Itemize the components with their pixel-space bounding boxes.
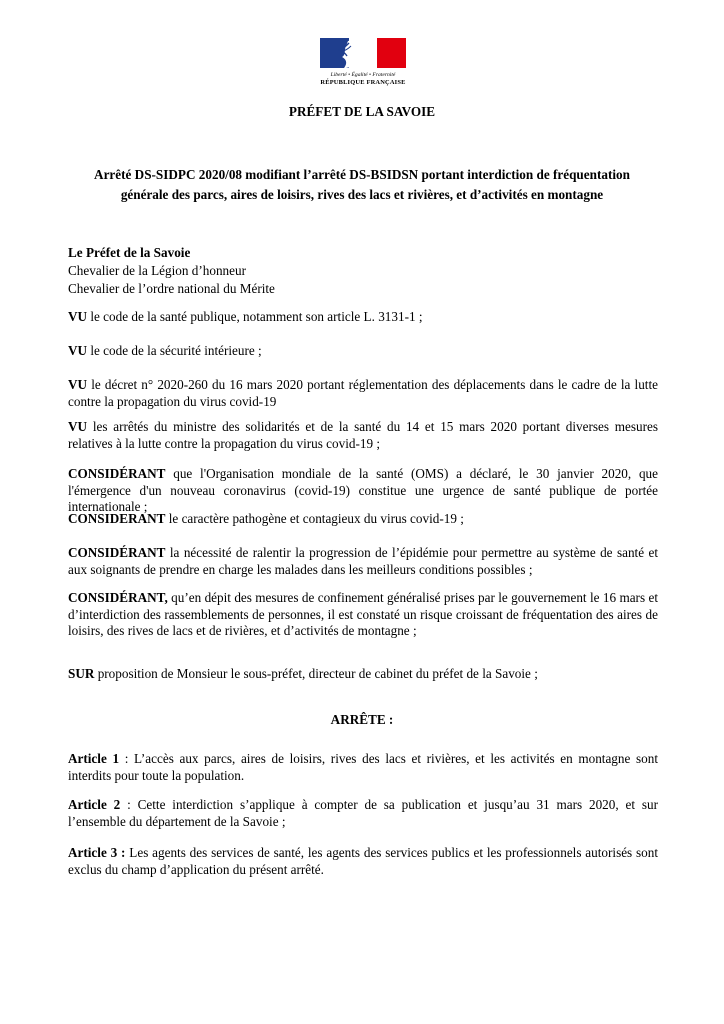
clause-text: le caractère pathogène et contagieux du virus covid-19 ; (165, 511, 464, 526)
article-lead: Article 1 (68, 751, 120, 766)
clause-lead: SUR (68, 666, 95, 681)
article-text: : Cette interdiction s’applique à compter de sa publication et jusqu’au 31 mars 2020, et sur l’ensemble du département de la Savoie ; (68, 797, 658, 829)
clause-text: que l'Organisation mondiale de la santé (OMS) a déclaré, le 30 janvier 2020, que l'émergence d'un nouveau coronavirus (covid-19) constitue une urgence de santé publique de portée internationale ; (68, 466, 658, 514)
clause-considerant-4 (68, 590, 658, 640)
clause-lead: CONSIDÉRANT, (68, 590, 168, 605)
clause-text: le code de la sécurité intérieure ; (87, 343, 262, 358)
logo-motto: Liberté • Égalité • Fraternité (330, 72, 396, 78)
article-lead: Article 3 : (68, 845, 126, 860)
clause-considerant-1 (68, 466, 658, 516)
marianne-logo (318, 38, 408, 87)
clause-lead: VU (68, 377, 88, 392)
article-2 (68, 797, 658, 830)
clause-vu-1 (68, 309, 658, 326)
logo-republique: RÉPUBLIQUE FRANÇAISE (320, 79, 406, 86)
clause-lead: CONSIDERANT (68, 511, 166, 526)
clause-vu-2 (68, 343, 658, 360)
article-lead: Article 2 (68, 797, 121, 812)
signatory-name: Le Préfet de la Savoie (68, 245, 191, 260)
article-3 (68, 845, 658, 878)
clause-considerant-2 (68, 511, 658, 528)
clause-text: la nécessité de ralentir la progression de l’épidémie pour permettre au système de santé et aux soignants de prendre en charge les malades dans les meilleurs conditions possibles ; (68, 545, 658, 577)
clause-sur (68, 666, 658, 683)
clause-lead: VU (68, 309, 88, 324)
signatory-title-1: Chevalier de la Légion d’honneur (68, 263, 246, 278)
arrete-title-line2: générale des parcs, aires de loisirs, rives des lacs et rivières, et d’activités en montagne (120, 187, 604, 202)
clause-vu-4 (68, 419, 658, 452)
clause-vu-3 (68, 377, 658, 410)
clause-text: qu’en dépit des mesures de confinement généralisé prises par le gouvernement le 16 mars et d’interdiction des rassemblements de personnes, il est constaté un risque croissant de fréquentation des aires de loisirs, des rives de lacs et de rivières, et d’activités de montagne ; (68, 590, 658, 638)
clause-considerant-3 (68, 545, 658, 578)
clause-lead: VU (68, 419, 88, 434)
clause-text: le code de la santé publique, notamment son article L. 3131-1 ; (87, 309, 423, 324)
tricolor-flag-icon (320, 38, 406, 68)
arrete-title (80, 165, 644, 205)
arrete-title-line1: Arrêté DS-SIDPC 2020/08 modifiant l’arrêté DS-BSIDSN portant interdiction de fréquentation (94, 167, 630, 182)
clause-lead: CONSIDÉRANT (68, 545, 166, 560)
clause-text: proposition de Monsieur le sous-préfet, directeur de cabinet du préfet de la Savoie ; (94, 666, 538, 681)
arrete-heading: ARRÊTE : (330, 712, 394, 727)
marianne-profile-icon (330, 38, 380, 68)
prefet-title: PRÉFET DE LA SAVOIE (288, 104, 436, 119)
signatory-title-2: Chevalier de l’ordre national du Mérite (68, 281, 275, 296)
clause-lead: VU (68, 343, 88, 358)
clause-text: les arrêtés du ministre des solidarités et de la santé du 14 et 15 mars 2020 portant diverses mesures relatives à la lutte contre la propagation du virus covid-19 ; (68, 419, 658, 451)
article-1 (68, 751, 658, 784)
clause-lead: CONSIDÉRANT (68, 466, 166, 481)
article-text: Les agents des services de santé, les agents des services publics et les professionnels autorisés sont exclus du champ d’application du présent arrêté. (68, 845, 658, 877)
article-text: : L’accès aux parcs, aires de loisirs, rives des lacs et rivières, et les activités en montagne sont interdits pour toute la population. (68, 751, 658, 783)
signatory-block (68, 244, 658, 298)
clause-text: le décret n° 2020-260 du 16 mars 2020 portant réglementation des déplacements dans le cadre de la lutte contre la propagation du virus covid-19 (68, 377, 658, 409)
